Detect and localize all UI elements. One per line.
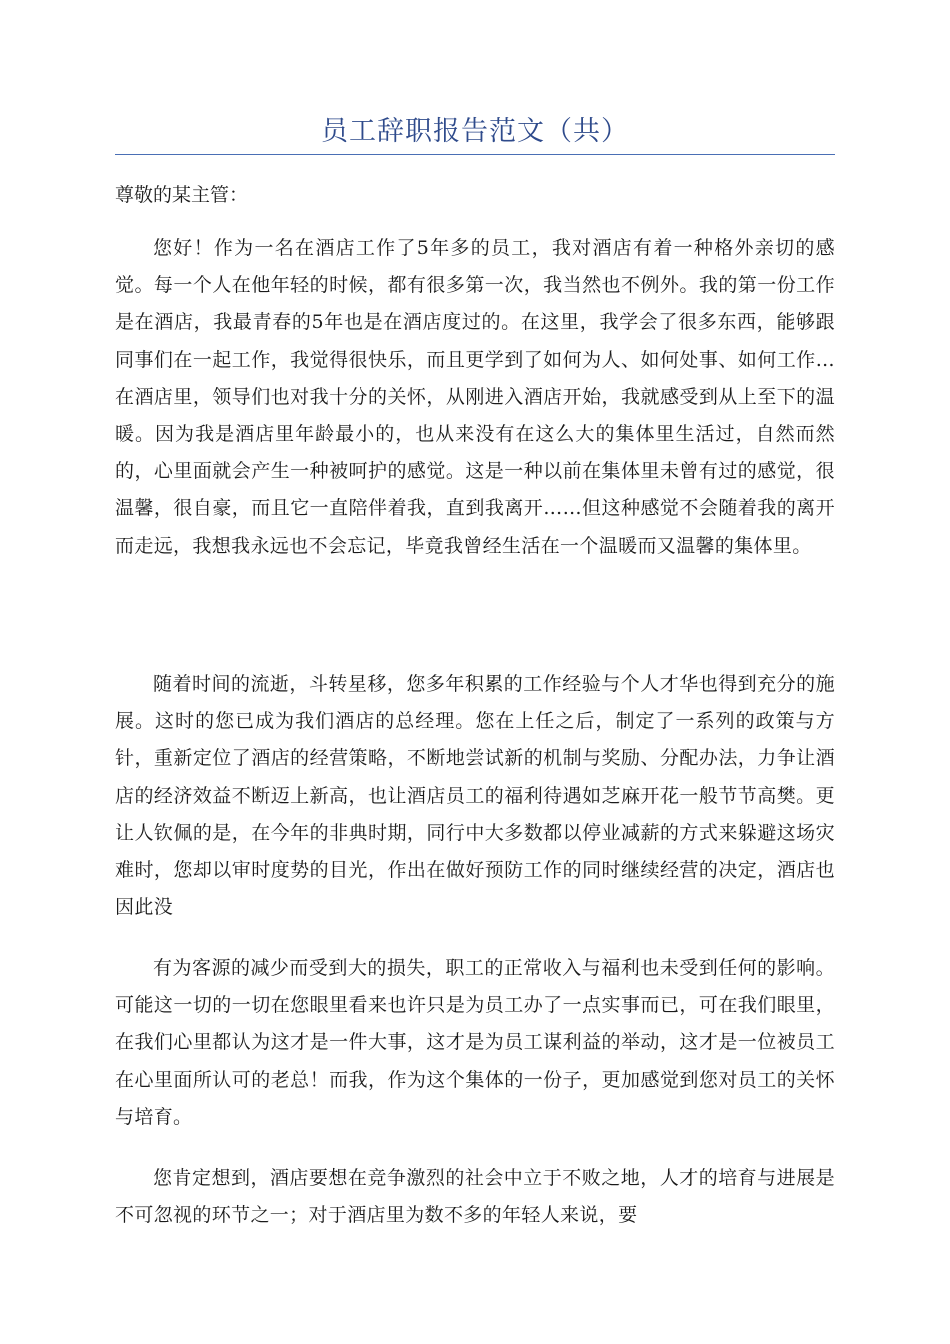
salutation: 尊敬的某主管：	[115, 184, 249, 206]
document-title: 员工辞职报告范文（共）	[321, 116, 629, 147]
body-paragraph-3: 有为客源的减少而受到大的损失，职工的正常收入与福利也未受到任何的影响。可能这一切的一切在您眼里看来也许只是为员工办了一点实事而已，可在我们眼里，在我们心里都认为这才是一件大事，这才是为员工谋利益的举动，这才是一位被员工在心里面所认可的老总！而我，作为这个集体的一份子，更加感觉到您对员工的关怀与培育。	[115, 957, 835, 1128]
body-paragraph-1: 您好！作为一名在酒店工作了5年多的员工，我对酒店有着一种格外亲切的感觉。每一个人在他年轻的时候，都有很多第一次，我当然也不例外。我的第一份工作是在酒店，我最青春的5年也是在酒店度过的。在这里，我学会了很多东西，能够跟同事们在一起工作，我觉得很快乐，而且更学到了如何为人、如何处事、如何工作…在酒店里，领导们也对我十分的关怀，从刚进入酒店开始，我就感受到从上至下的温暖。因为我是酒店里年龄最小的，也从来没有在这么大的集体里生活过，自然而然的，心里面就会产生一种被呵护的感觉。这是一种以前在集体里未曾有过的感觉，很温馨，很自豪，而且它一直陪伴着我，直到我离开……但这种感觉不会随着我的离开而走远，我想我永远也不会忘记，毕竟我曾经生活在一个温暖而又温馨的集体里。	[115, 237, 835, 557]
body-paragraph-4: 您肯定想到，酒店要想在竞争激烈的社会中立于不败之地，人才的培育与进展是不可忽视的环节之一；对于酒店里为数不多的年轻人来说，要	[115, 1167, 835, 1227]
body-paragraph-2: 随着时间的流逝，斗转星移，您多年积累的工作经验与个人才华也得到充分的施展。这时的您已成为我们酒店的总经理。您在上任之后，制定了一系列的政策与方针，重新定位了酒店的经营策略，不断地尝试新的机制与奖励、分配办法，力争让酒店的经济效益不断迈上新高，也让酒店员工的福利待遇如芝麻开花一般节节高樊。更让人钦佩的是，在今年的非典时期，同行中大多数都以停业减薪的方式来躲避这场灾难时，您却以审时度势的目光，作出在做好预防工作的同时继续经营的决定，酒店也因此没	[115, 673, 835, 919]
title-underline	[115, 154, 835, 155]
